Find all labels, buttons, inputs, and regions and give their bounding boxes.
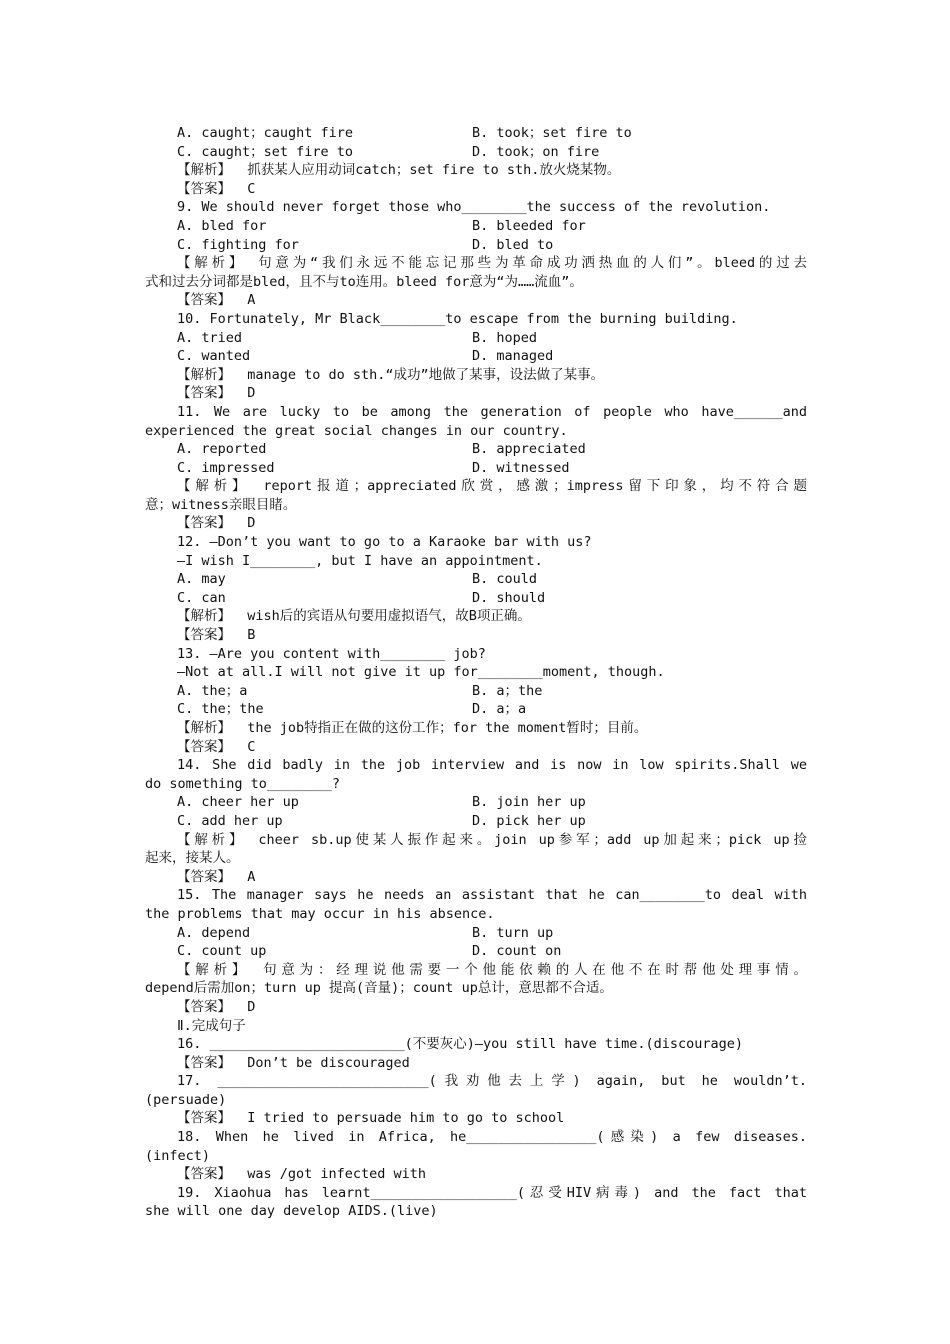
q15-option-a: A. depend bbox=[177, 924, 251, 941]
q12-analysis: 【解析】 wish后的宾语从句要用虚拟语气，故B项正确。 bbox=[177, 608, 531, 625]
q10-option-b: B. hoped bbox=[472, 329, 538, 346]
q9-option-b: B. bleeded for bbox=[472, 217, 586, 234]
q11-options-row1 bbox=[145, 440, 807, 459]
q13-option-c: C. the；the bbox=[177, 701, 264, 718]
exercise-document bbox=[145, 124, 807, 1221]
q13-option-a: A. the；a bbox=[177, 682, 248, 699]
q11-answer: 【答案】 D bbox=[177, 515, 256, 532]
q14-option-b: B. join her up bbox=[472, 794, 586, 811]
q13-options-row1 bbox=[145, 682, 807, 701]
q8-options-row2 bbox=[145, 143, 807, 162]
q13-answer: 【答案】 C bbox=[177, 738, 256, 755]
q10-answer: 【答案】 D bbox=[177, 385, 256, 402]
q8-option-c: C. caught；set fire to bbox=[177, 143, 354, 160]
q14-options-row1 bbox=[145, 793, 807, 812]
q12-stem-line2: —I wish I________, but I have an appointment. bbox=[177, 552, 543, 569]
q19-stem-line1: 19. Xiaohua has learnt__________________(忍受HIV病毒) and the fact that bbox=[177, 1184, 807, 1201]
q12-option-a: A. may bbox=[177, 571, 226, 588]
q12-stem-line1: 12. —Don’t you want to go to a Karaoke bar with us? bbox=[177, 534, 592, 551]
q9-options-row2 bbox=[145, 236, 807, 255]
q15-option-c: C. count up bbox=[177, 943, 267, 960]
q8-answer: 【答案】 C bbox=[177, 180, 256, 197]
q8-option-b: B. took；set fire to bbox=[472, 125, 632, 141]
q16-stem: 16. ________________________(不要灰心)—you still have time.(discourage) bbox=[177, 1036, 744, 1053]
q8-options-row1 bbox=[145, 124, 807, 143]
q18-stem-line2: (infect) bbox=[145, 1147, 211, 1164]
q15-options-row1 bbox=[145, 924, 807, 943]
q13-option-b: B. a；the bbox=[472, 682, 543, 699]
q15-option-d: D. count on bbox=[472, 943, 562, 960]
q9-option-c: C. fighting for bbox=[177, 236, 299, 253]
q18-answer: 【答案】 was /got infected with bbox=[177, 1166, 427, 1183]
q13-options-row2 bbox=[145, 700, 807, 719]
q12-options-row1 bbox=[145, 570, 807, 589]
q10-option-c: C. wanted bbox=[177, 348, 251, 365]
q15-options-row2 bbox=[145, 942, 807, 961]
q15-answer: 【答案】 D bbox=[177, 998, 256, 1015]
q11-stem-line2: experienced the great social changes in our country. bbox=[145, 422, 568, 439]
q9-analysis-line1: 【解析】 句意为“我们永远不能忘记那些为革命成功洒热血的人们”。bleed的过去 bbox=[177, 255, 807, 272]
q9-stem: 9. We should never forget those who________the success of the revolution. bbox=[177, 199, 771, 216]
q15-stem-line2: the problems that may occur in his absence. bbox=[145, 905, 495, 922]
q17-stem-line2: (persuade) bbox=[145, 1091, 227, 1108]
q13-stem-line2: —Not at all.I will not give it up for________moment, though. bbox=[177, 664, 665, 681]
q12-options-row2 bbox=[145, 589, 807, 608]
q15-analysis-line1: 【解析】 句意为：经理说他需要一个他能依赖的人在他不在时帮他处理事情。 bbox=[177, 961, 807, 978]
q9-options-row1 bbox=[145, 217, 807, 236]
q14-option-d: D. pick her up bbox=[472, 812, 586, 829]
q14-stem-line1: 14. She did badly in the job interview and is now in low spirits.Shall we bbox=[177, 757, 807, 774]
section-heading: Ⅱ.完成句子 bbox=[177, 1017, 246, 1034]
q8-analysis: 【解析】 抓获某人应用动词catch；set fire to sth.放火烧某物。 bbox=[177, 162, 621, 179]
q18-stem-line1: 18. When he lived in Africa, he________________(感染) a few diseases. bbox=[177, 1129, 807, 1146]
q9-option-d: D. bled to bbox=[472, 236, 554, 253]
q11-option-b: B. appreciated bbox=[472, 441, 586, 458]
q13-stem-line1: 13. —Are you content with________ job? bbox=[177, 645, 486, 662]
q10-option-a: A. tried bbox=[177, 329, 243, 346]
q13-analysis: 【解析】 the job特指正在做的这份工作；for the moment暂时；目前。 bbox=[177, 720, 648, 736]
q14-option-c: C. add her up bbox=[177, 812, 283, 829]
q9-option-a: A. bled for bbox=[177, 217, 267, 234]
q19-stem-line2: she will one day develop AIDS.(live) bbox=[145, 1203, 438, 1220]
q14-option-a: A. cheer her up bbox=[177, 794, 299, 811]
q12-option-d: D. should bbox=[472, 589, 546, 606]
q14-answer: 【答案】 A bbox=[177, 868, 256, 885]
q12-answer: 【答案】 B bbox=[177, 627, 256, 644]
q14-analysis-line1: 【解析】 cheer sb.up使某人振作起来。join up参军；add up加起来；pick up捡 bbox=[177, 831, 807, 848]
q11-option-d: D. witnessed bbox=[472, 459, 570, 476]
q10-analysis: 【解析】 manage to do sth.“成功”地做了某事，设法做了某事。 bbox=[177, 366, 605, 383]
q17-answer: 【答案】 I tried to persuade him to go to school bbox=[177, 1110, 565, 1127]
q12-option-b: B. could bbox=[472, 571, 538, 588]
q17-stem-line1: 17. __________________________(我劝他去上学) again, but he wouldn’t. bbox=[177, 1073, 807, 1090]
q11-analysis-line2: 意；witness亲眼目睹。 bbox=[145, 496, 297, 513]
q14-analysis-line2: 起来，接某人。 bbox=[145, 850, 240, 867]
q12-option-c: C. can bbox=[177, 589, 226, 606]
q15-option-b: B. turn up bbox=[472, 924, 554, 941]
q10-option-d: D. managed bbox=[472, 348, 554, 365]
q11-options-row2 bbox=[145, 459, 807, 478]
q15-analysis-line2: depend后需加on；turn up 提高(音量)；count up总计，意思都不合适。 bbox=[145, 980, 613, 997]
q11-analysis-line1: 【解析】 report报道；appreciated欣赏，感激；impress留下印象，均不符合题 bbox=[177, 478, 807, 495]
q8-option-a: A. caught；caught fire bbox=[177, 125, 354, 141]
q10-options-row2 bbox=[145, 347, 807, 366]
q9-analysis-line2: 式和过去分词都是bled，且不与to连用。bleed for意为“为……流血”。 bbox=[145, 273, 583, 290]
q14-stem-line2: do something to________? bbox=[145, 775, 341, 792]
q10-options-row1 bbox=[145, 329, 807, 348]
q15-stem-line1: 15. The manager says he needs an assistant that he can________to deal with bbox=[177, 887, 807, 904]
q11-option-c: C. impressed bbox=[177, 459, 275, 476]
q13-option-d: D. a；a bbox=[472, 701, 527, 718]
q8-option-d: D. took；on fire bbox=[472, 143, 600, 160]
q9-answer: 【答案】 A bbox=[177, 292, 256, 309]
q16-answer: 【答案】 Don’t be discouraged bbox=[177, 1054, 410, 1071]
q11-option-a: A. reported bbox=[177, 441, 267, 458]
q14-options-row2 bbox=[145, 812, 807, 831]
q11-stem-line1: 11. We are lucky to be among the generation of people who have______and bbox=[177, 403, 807, 420]
q10-stem: 10. Fortunately, Mr Black________to escape from the burning building. bbox=[177, 310, 738, 327]
